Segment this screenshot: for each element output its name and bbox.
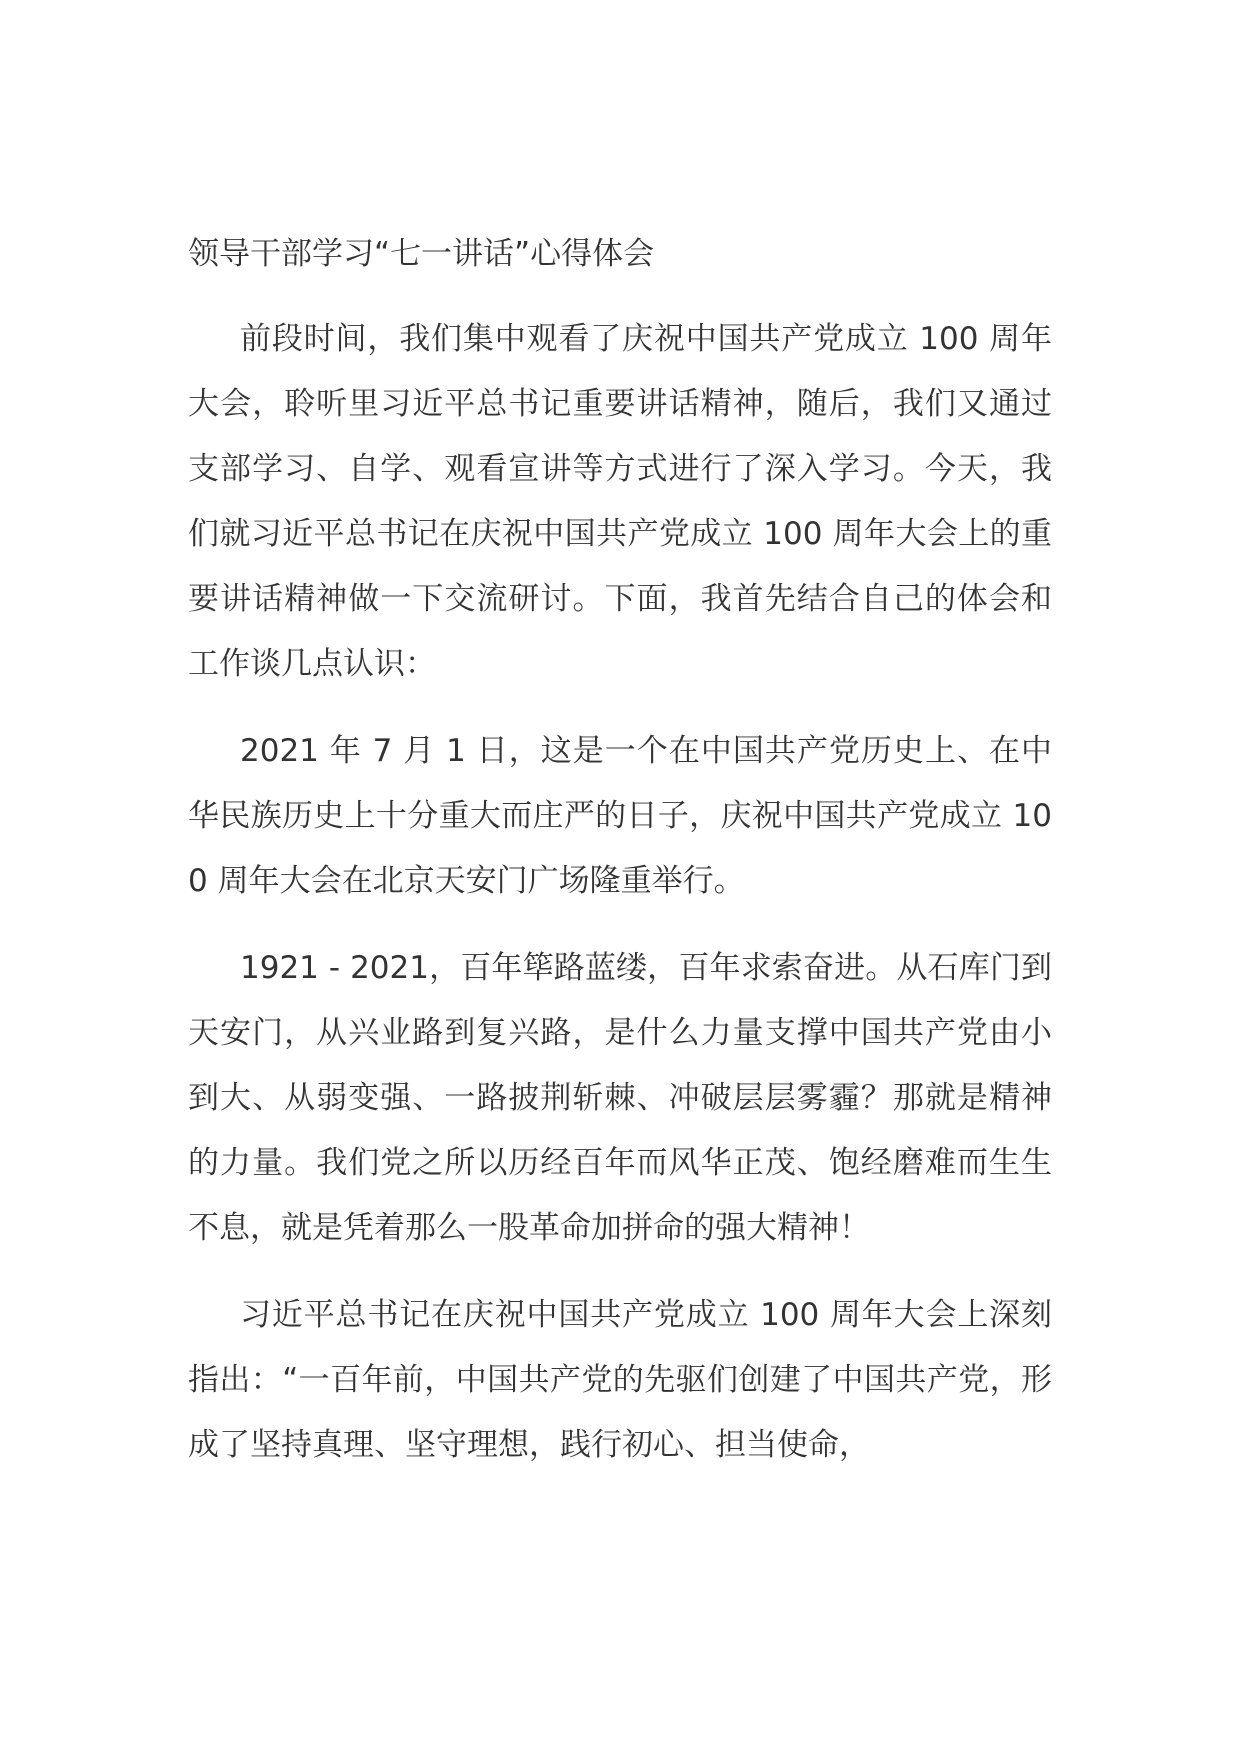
paragraph-3: 1921 - 2021，百年筚路蓝缕，百年求索奋进。从石库门到天安门，从兴业路到复兴路，是什么力量支撑中国共产党由小到大、从弱变强、一路披荆斩棘、冲破层层雾霾？那就是精神的力量。我们党之所以历经百年而风华正茂、饱经磨难而生生不息，就是凭着那么一股革命加拼命的强大精神！	[188, 950, 1052, 1246]
document-body	[188, 222, 1052, 1500]
paragraph-4: 习近平总书记在庆祝中国共产党成立 100 周年大会上深刻指出：“一百年前，中国共产党的先驱们创建了中国共产党，形成了坚持真理、坚守理想，践行初心、担当使命，	[188, 1297, 1052, 1463]
paragraph-1: 前段时间，我们集中观看了庆祝中国共产党成立 100 周年大会，聆听里习近平总书记重要讲话精神，随后，我们又通过支部学习、自学、观看宣讲等方式进行了深入学习。今天，我们就习近平总书记在庆祝中国共产党成立 100 周年大会上的重要讲话精神做一下交流研讨。下面，我首先结合自己的体会和工作谈几点认识：	[188, 321, 1052, 682]
paragraph-2: 2021 年 7 月 1 日，这是一个在中国共产党历史上、在中华民族历史上十分重大而庄严的日子，庆祝中国共产党成立 100 周年大会在北京天安门广场隆重举行。	[188, 733, 1052, 899]
document-title: 领导干部学习“七一讲话”心得体会	[188, 236, 655, 272]
